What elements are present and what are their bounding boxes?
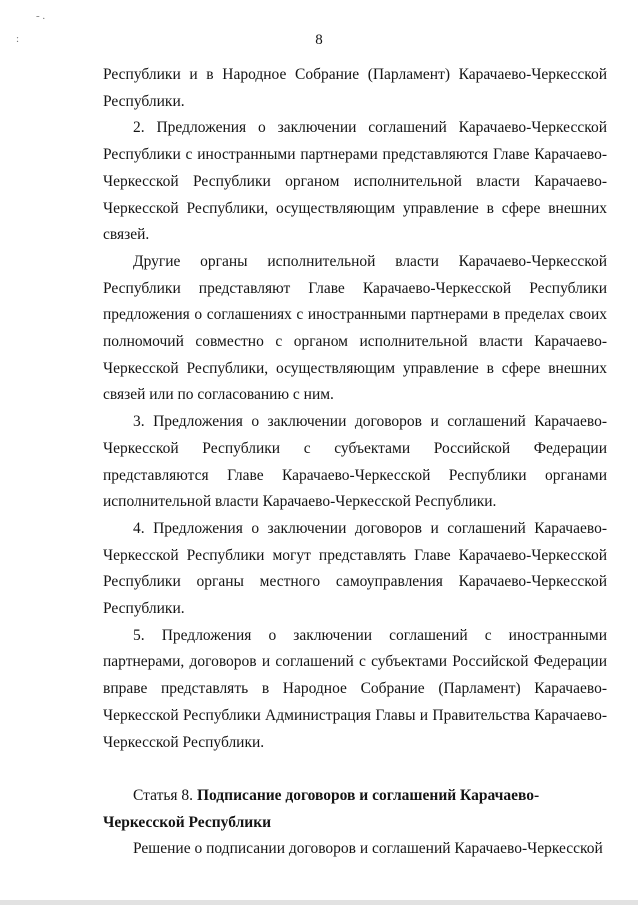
paragraph-item-5: 5. Предложения о заключении соглашений с иностранными партнерами, договоров и соглашений с субъектами Российской Федерации вправе представлять в Народное Собрание (Парламент) Карачаево-Черкесской Республики Администрация Главы и Правительства Карачаево-Черкесской Республики. [103, 626, 607, 751]
article-label: Статья 8. [133, 786, 194, 804]
paragraph-continuation: Республики и в Народное Собрание (Парламент) Карачаево-Черкесской Республики. [103, 66, 607, 110]
document-body [103, 62, 607, 863]
paragraph-other-organs: Другие органы исполнительной власти Карачаево-Черкесской Республики представляют Главе Карачаево-Черкесской Республики предложения о соглашениях с иностранными партнерами в пределах своих полномочий совместно с органом исполнительной власти Карачаево-Черкесской Республики, осуществляющим управление в сфере внешних связей или по согласованию с ним. [103, 252, 607, 404]
scan-bottom-edge [0, 900, 638, 905]
paragraph-item-3: 3. Предложения о заключении договоров и соглашений Карачаево-Черкесской Республики с субъектами Российской Федерации представляются Главе Карачаево-Черкесской Республики органами исполнительной власти Карачаево-Черкесской Республики. [103, 413, 607, 511]
scan-mark: : [16, 33, 20, 45]
paragraph-item-2: 2. Предложения о заключении соглашений Карачаево-Черкесской Республики с иностранными партнерами представляются Главе Карачаево-Черкесской Республики органом исполнительной власти Карачаево-Черкесской Республики, осуществляющим управление в сфере внешних связей. [103, 119, 607, 244]
article-first-paragraph: Решение о подписании договоров и соглашений Карачаево-Черкесской [133, 840, 603, 858]
page-number: 8 [315, 32, 323, 48]
article-title: Подписание договоров и соглашений Карачаево-Черкесской Республики [103, 786, 540, 831]
scan-mark: - . [36, 10, 46, 22]
paragraph-item-4: 4. Предложения о заключении договоров и соглашений Карачаево-Черкесской Республики могут представлять Главе Карачаево-Черкесской Республики органы местного самоуправления Карачаево-Черкесской Республики. [103, 519, 607, 618]
article-heading [103, 783, 607, 836]
